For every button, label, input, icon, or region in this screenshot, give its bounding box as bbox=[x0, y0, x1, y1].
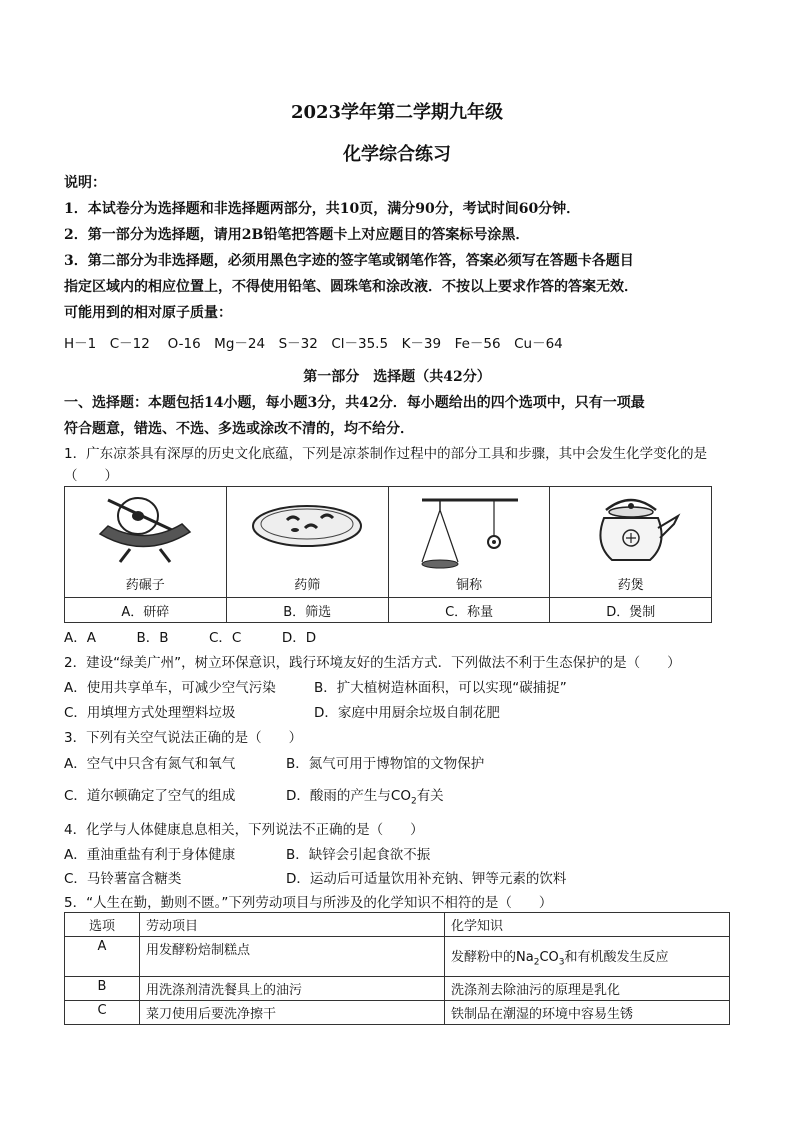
q1-step-a: A．研碎 bbox=[65, 598, 227, 623]
medicine-pot-icon bbox=[576, 494, 686, 570]
knowledge-sub1: 2 bbox=[533, 957, 540, 968]
tool-caption-pot: 药煲 bbox=[617, 578, 644, 593]
table-header: 化学知识 bbox=[445, 913, 730, 937]
table-cell-task: 用发酵粉焙制糕点 bbox=[140, 937, 445, 977]
tool-caption-grinder: 药碾子 bbox=[125, 578, 165, 593]
table-cell-task: 菜刀使用后要洗净擦干 bbox=[140, 1001, 445, 1025]
section-instructions-line1: 一、选择题：本题包括14小题，每小题3分，共42分．每小题给出的四个选项中，只有一项最 bbox=[64, 395, 645, 411]
q4-stem: 4．化学与人体健康息息相关，下列说法不正确的是（ ） bbox=[64, 822, 424, 838]
q3-option-d-sub: 2 bbox=[410, 796, 417, 807]
q1-tools-table bbox=[64, 486, 712, 623]
q3-option-a: A．空气中只含有氮气和氧气 bbox=[64, 756, 236, 772]
medicine-sieve-icon bbox=[247, 494, 367, 554]
q4-option-a: A．重油重盐有利于身体健康 bbox=[64, 847, 236, 863]
q5-stem: 5．“人生在勤，勤则不匮。”下列劳动项目与所涉及的化学知识不相符的是（ ） bbox=[64, 895, 553, 911]
table-row bbox=[65, 1001, 730, 1025]
q4-option-c: C．马铃薯富含糖类 bbox=[64, 871, 182, 887]
q1-step-d: D．煲制 bbox=[550, 598, 712, 623]
table-row bbox=[65, 977, 730, 1001]
q3-option-c: C．道尔顿确定了空气的组成 bbox=[64, 788, 236, 804]
table-row bbox=[65, 937, 730, 977]
exam-title: 2023学年第二学期九年级 bbox=[290, 102, 504, 123]
table-cell-option: A bbox=[65, 937, 140, 977]
table-header: 劳动项目 bbox=[140, 913, 445, 937]
q5-table bbox=[64, 912, 730, 1025]
tool-cell-pot bbox=[550, 487, 712, 598]
instructions-label: 说明： bbox=[64, 175, 106, 191]
tool-cell-grinder bbox=[65, 487, 227, 598]
instruction-item-3-line2: 指定区域内的相应位置上，不得使用铅笔、圆珠笔和涂改液．不按以上要求作答的答案无效． bbox=[64, 279, 638, 295]
q3-option-d-pre: D．酸雨的产生与CO bbox=[286, 788, 411, 804]
medicine-grinder-icon bbox=[90, 494, 200, 564]
instruction-item-1: 1．本试卷分为选择题和非选择题两部分，共10页，满分90分，考试时间60分钟． bbox=[64, 201, 581, 217]
tool-cell-scale bbox=[388, 487, 550, 598]
tool-caption-sieve: 药筛 bbox=[294, 578, 321, 593]
q2-option-d: D．家庭中用厨余垃圾自制花肥 bbox=[314, 705, 500, 721]
copper-scale-icon bbox=[414, 494, 524, 576]
q1-stem-line1: 1．广东凉茶具有深厚的历史文化底蕴，下列是凉茶制作过程中的部分工具和步骤，其中会发生化学变化的是 bbox=[64, 446, 708, 462]
section-instructions-line2: 符合题意，错选、不选、多选或涂改不清的，均不给分． bbox=[64, 421, 414, 437]
table-cell-option: C bbox=[65, 1001, 140, 1025]
q4-option-b: B．缺锌会引起食欲不振 bbox=[286, 847, 431, 863]
knowledge-sub2: 3 bbox=[558, 957, 565, 968]
q3-option-d-post: 有关 bbox=[416, 788, 444, 804]
table-header-row bbox=[65, 913, 730, 937]
q1-step-b: B．筛选 bbox=[226, 598, 388, 623]
q1-choices: A．A B．B C．C D．D bbox=[64, 630, 317, 646]
exam-subtitle: 化学综合练习 bbox=[343, 144, 451, 165]
atomic-mass-label: 可能用到的相对原子质量： bbox=[64, 305, 232, 321]
q3-stem: 3．下列有关空气说法正确的是（ ） bbox=[64, 730, 303, 746]
q2-option-c: C．用填埋方式处理塑料垃圾 bbox=[64, 705, 236, 721]
q3-option-b: B．氮气可用于博物馆的文物保护 bbox=[286, 756, 485, 772]
atomic-mass-list: H－1 C－12 O-16 Mg－24 S－32 Cl－35.5 K－39 Fe－56 Cu－64 bbox=[64, 336, 563, 352]
tool-cell-sieve bbox=[226, 487, 388, 598]
table-cell-task: 用洗涤剂清洗餐具上的油污 bbox=[140, 977, 445, 1001]
instruction-item-2: 2．第一部分为选择题，请用2B铅笔把答题卡上对应题目的答案标号涂黑． bbox=[64, 227, 530, 243]
instruction-item-3-line1: 3．第二部分为非选择题，必须用黑色字迹的签字笔或钢笔作答，答案必须写在答题卡各题目 bbox=[64, 253, 634, 269]
table-header: 选项 bbox=[65, 913, 140, 937]
table-cell-knowledge bbox=[445, 937, 730, 977]
q4-option-d: D．运动后可适量饮用补充钠、钾等元素的饮料 bbox=[286, 871, 567, 887]
q1-step-c: C．称量 bbox=[388, 598, 550, 623]
q3-option-d bbox=[286, 784, 444, 807]
part1-heading: 第一部分 选择题（共42分） bbox=[303, 369, 491, 385]
tool-caption-scale: 铜称 bbox=[456, 578, 483, 593]
q2-stem: 2．建设“绿美广州”，树立环保意识，践行环境友好的生活方式．下列做法不利于生态保护的是（ ） bbox=[64, 655, 681, 671]
q1-stem-line2: （ ） bbox=[64, 468, 118, 484]
knowledge-mid: CO bbox=[539, 949, 559, 965]
knowledge-pre: 发酵粉中的Na bbox=[451, 949, 534, 965]
knowledge-post: 和有机酸发生反应 bbox=[564, 949, 669, 965]
table-cell-knowledge: 铁制品在潮湿的环境中容易生锈 bbox=[445, 1001, 730, 1025]
table-cell-option: B bbox=[65, 977, 140, 1001]
q2-option-b: B．扩大植树造林面积，可以实现“碳捕捉” bbox=[314, 680, 567, 696]
q2-option-a: A．使用共享单车，可减少空气污染 bbox=[64, 680, 276, 696]
table-cell-knowledge: 洗涤剂去除油污的原理是乳化 bbox=[445, 977, 730, 1001]
